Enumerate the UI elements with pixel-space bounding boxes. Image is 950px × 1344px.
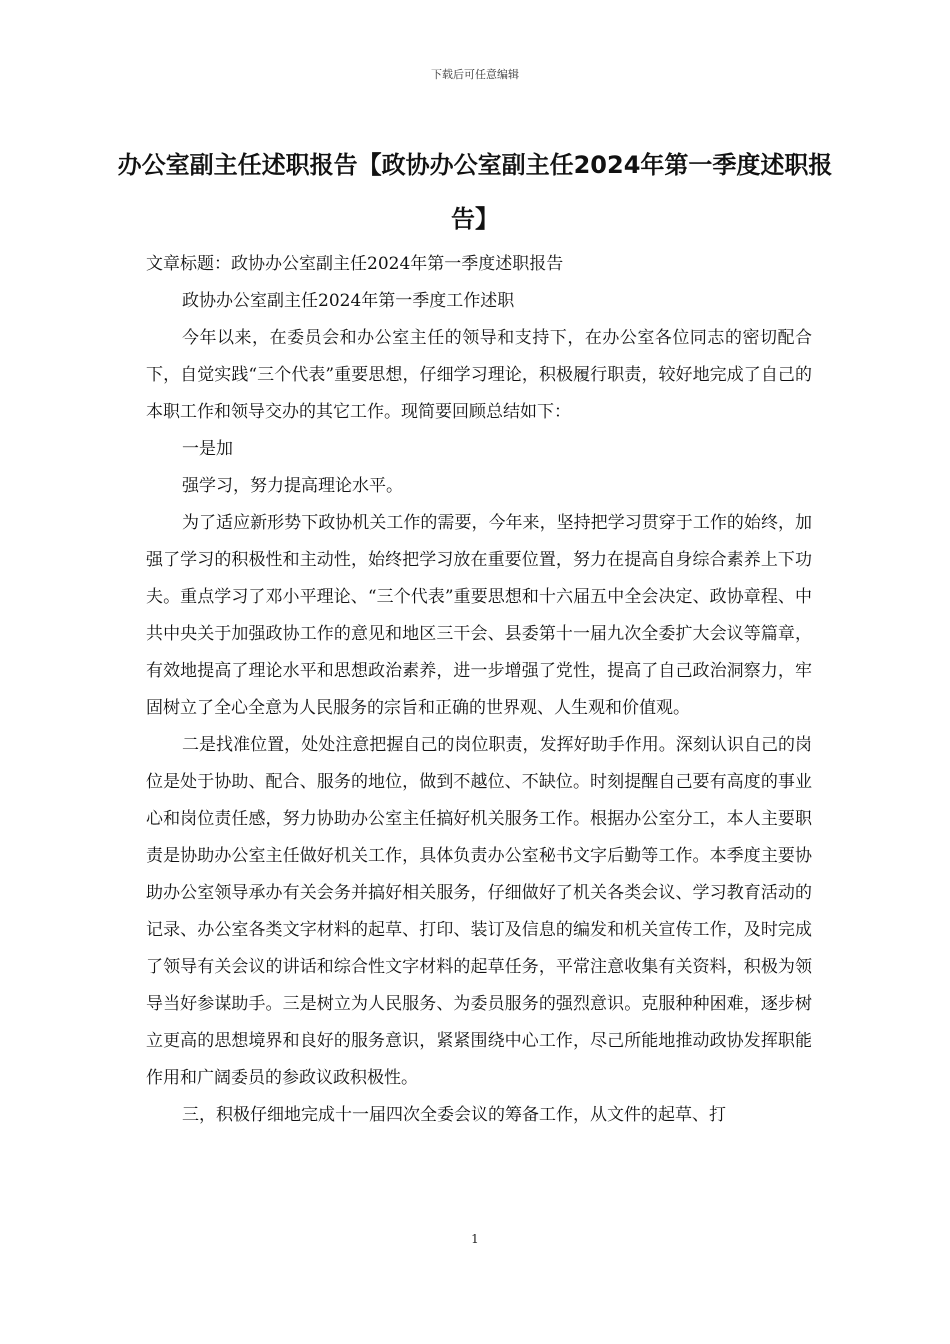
paragraph-intro: 今年以来，在委员会和办公室主任的领导和支持下，在办公室各位同志的密切配合下，自觉实践“三个代表”重要思想，仔细学习理论，积极履行职责，较好地完成了自己的本职工作和领导交办的其它工作。现简要回顾总结如下： xyxy=(146,328,812,422)
paragraph-third: 三，积极仔细地完成十一届四次全委会议的筹备工作，从文件的起草、打 xyxy=(182,1105,726,1125)
document-title: 办公室副主任述职报告【政协办公室副主任2024年第一季度述职报告】 xyxy=(117,151,833,233)
paragraph-heading-part-1: 一是加 xyxy=(182,439,233,459)
paragraph-position: 二是找准位置，处处注意把握自己的岗位职责，发挥好助手作用。深刻认识自己的岗位是处于协助、配合、服务的地位，做到不越位、不缺位。时刻提醒自己要有高度的事业心和岗位责任感，努力协助办公室主任搞好机关服务工作。根据办公室分工，本人主要职责是协助办公室主任做好机关工作，具体负责办公室秘书文字后勤等工作。本季度主要协助办公室领导承办有关会务并搞好相关服务，仔细做好了机关各类会议、学习教育活动的记录、办公室各类文字材料的起草、打印、装订及信息的编发和机关宣传工作，及时完成了领导有关会议的讲话和综合性文字材料的起草任务，平常注意收集有关资料，积极为领导当好参谋助手。三是树立为人民服务、为委员服务的强烈意识。克服种种困难，逐步树立更高的思想境界和良好的服务意识，紧紧围绕中心工作，尽己所能地推动政协发挥职能作用和广阔委员的参政议政积极性。 xyxy=(146,735,812,1088)
paragraph-study: 为了适应新形势下政协机关工作的需要，今年来，坚持把学习贯穿于工作的始终，加强了学习的积极性和主动性，始终把学习放在重要位置，努力在提高自身综合素养上下功夫。重点学习了邓小平理论、“三个代表”重要思想和十六届五中全会决定、政协章程、中共中央关于加强政协工作的意见和地区三干会、县委第十一届九次全委扩大会议等篇章，有效地提高了理论水平和思想政治素养，进一步增强了党性，提高了自己政治洞察力，牢固树立了全心全意为人民服务的宗旨和正确的世界观、人生观和价值观。 xyxy=(146,513,812,718)
page-number: 1 xyxy=(471,1232,479,1246)
paragraph-heading-part-2: 强学习，努力提高理论水平。 xyxy=(182,476,403,496)
article-title-line: 文章标题：政协办公室副主任2024年第一季度述职报告 xyxy=(146,254,564,274)
paragraph-subtitle: 政协办公室副主任2024年第一季度工作述职 xyxy=(182,291,515,311)
header-note: 下载后可任意编辑 xyxy=(431,68,519,81)
document-body xyxy=(146,246,812,1134)
